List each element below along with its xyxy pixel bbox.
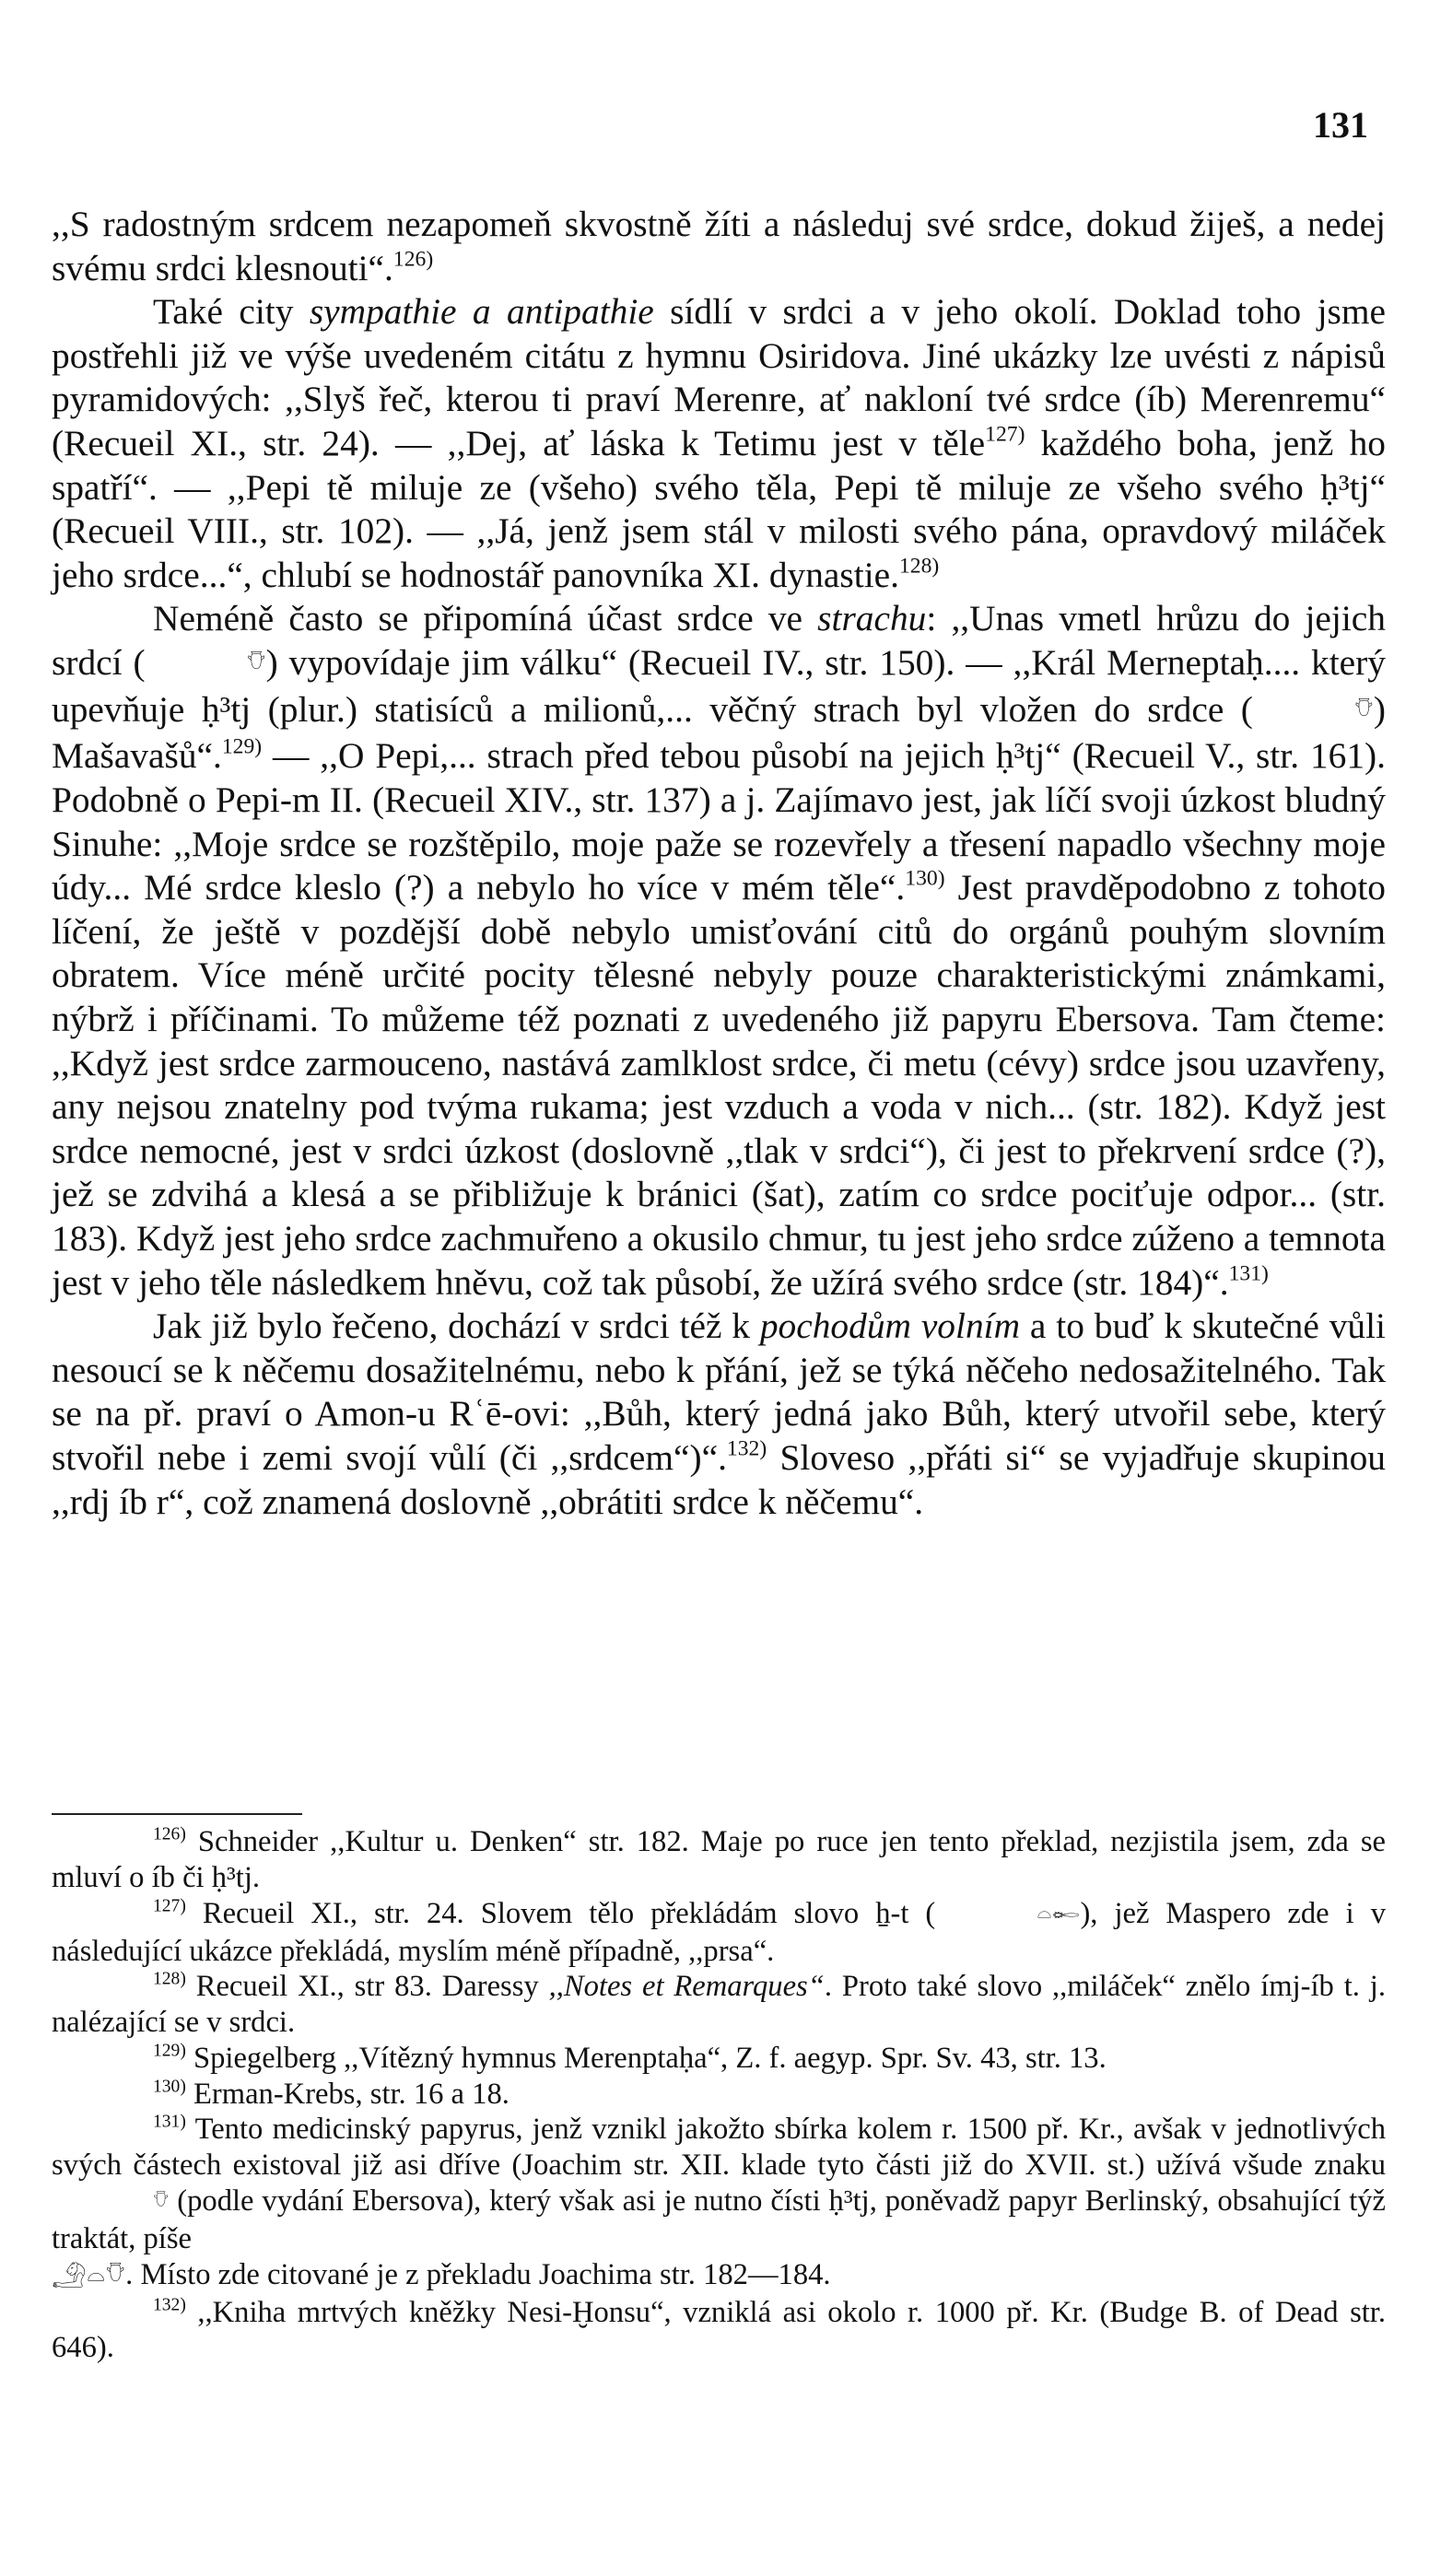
footnote-number: 128) bbox=[153, 1969, 186, 1989]
footnote-text: Schneider ,,Kultur u. Denken“ str. 182. Maje po ruce jen tento překlad, nezjistila jsem, zda se mluví o íb či ḥ³tj. bbox=[52, 1825, 1386, 1894]
footnote-126 bbox=[52, 1824, 1386, 1896]
footnote-text: Recueil XI., str. 24. Slovem tělo překládám slovo ẖ-t ( bbox=[185, 1896, 936, 1930]
footnote-131-continued bbox=[52, 2257, 1386, 2295]
heart-hieroglyph-icon: 𓄣 bbox=[1353, 695, 1374, 729]
emphasis: pochodům volním bbox=[759, 1306, 1021, 1347]
footnote-text: Recueil XI., str 83. Daressy bbox=[185, 1970, 549, 2004]
paragraph-text: ) vypovídaje jim válku“ (Recueil IV., str. 150). — ,,Král Merneptaḥ.... který upevňuje ḥ³tj (plur.) statisíců a milionů,... věčný strach byl vložen do srdce ( bbox=[52, 641, 1386, 730]
emphasis: sympathie a antipathie bbox=[309, 291, 654, 333]
footnote-ref-127: 127) bbox=[985, 422, 1025, 447]
footnote-text: Erman-Krebs, str. 16 a 18. bbox=[185, 2077, 510, 2111]
footnote-ref-131: 131) bbox=[1228, 1261, 1269, 1286]
paragraph-4 bbox=[52, 1305, 1386, 1524]
paragraph-text: ,,S radostným srdcem nezapomeň skvostně žíti a následuj své srdce, dokud žiješ, a nedej svému srdci klesnouti“. bbox=[52, 204, 1386, 288]
footnote-number: 130) bbox=[153, 2076, 186, 2096]
paragraph-text: Neméně často se připomíná účast srdce ve bbox=[153, 598, 818, 639]
paragraph-2 bbox=[52, 290, 1386, 597]
footnote-129 bbox=[52, 2041, 1386, 2077]
footnote-text: . Proto také slovo ,,miláček“ znělo ímj-íb t. j. nalézající se v srdci. bbox=[52, 1970, 1386, 2040]
page-number: 131 bbox=[1313, 104, 1368, 146]
paragraph-text: ) Mašavašů“. bbox=[52, 688, 1386, 777]
paragraph-text: a to buď k skutečné vůli nesoucí se k něčemu dosažitelnému, nebo k přání, jež se týká něčeho nedosažitelného. Tak se na př. praví o Amon-u Rʿē-ovi: ,,Bůh, který jedná jako Bůh, který utvořil sebe, který stvořil nebe i zemi svojí vůlí (či ,,srdcem“)“. bbox=[52, 1306, 1386, 1478]
footnote-ref-130: 130) bbox=[905, 866, 945, 891]
paragraph-text: Jest pravděpodobno z tohoto líčení, že ještě v pozdější době nebylo umisťování citů do orgánů pouhým slovním obratem. Více méně určité pocity tělesné nebyly pouze charakteristickými známkami, nýbrž i příčinami. To můžeme též poznati z uvedeného již papyru Ebersova. Tam čteme: ,,Když jest srdce zarmouceno, nastává zamlklost srdce, či metu (cévy) srdce jsou uzavřeny, any nejsou znatelny pod tvýma rukama; jest vzduch a voda v nich... (str. 182). Když jest srdce nemocné, jest v srdci úzkost (doslovně ,,tlak v srdci“), či jest to překrvení srdce (?), jež se zdvihá a klesá a se přibližuje k bránici (šat), zatím co srdce pociťuje odpor... (str. 183). Když jest jeho srdce zachmuřeno a okusilo chmur, tu jest jeho srdce zúženo a temnota jest v jeho těle následkem hněvu, což tak působí, že užírá svého srdce (str. 184)“. bbox=[52, 867, 1386, 1303]
paragraph-text: každého boha, jenž ho spatří“. — ,,Pepi tě miluje ze (všeho) svého těla, Pepi tě miluje ze všeho svého ḥ³tj“ (Recueil VIII., str. 102). — ,,Já, jenž jsem stál v milosti svého pána, opravdový miláček jeho srdce...“, chlubí se hodnostář panovníka XI. dynastie. bbox=[52, 422, 1386, 595]
paragraph-1 bbox=[52, 203, 1386, 290]
footnote-number: 129) bbox=[153, 2041, 186, 2061]
footnote-ref-128: 128) bbox=[898, 554, 940, 579]
emphasis: ,,Notes et Remarques“ bbox=[548, 1970, 825, 2004]
writing-hieroglyph-icon: 𓄂𓏏𓄣 bbox=[52, 2258, 126, 2294]
footnote-divider bbox=[52, 1813, 302, 1815]
footnote-number: 131) bbox=[153, 2112, 186, 2132]
footnote-text: . Místo zde citované je z překladu Joachima str. 182—184. bbox=[125, 2257, 831, 2291]
footnotes bbox=[52, 1824, 1386, 2366]
footnote-number: 126) bbox=[153, 1824, 186, 1844]
footnote-ref-129: 129) bbox=[221, 735, 263, 760]
footnote-127 bbox=[52, 1896, 1386, 1970]
footnote-130 bbox=[52, 2077, 1386, 2113]
body-hieroglyph-icon: 𓏏𓄡 bbox=[1037, 1901, 1081, 1929]
footnote-number: 132) bbox=[153, 2294, 186, 2314]
paragraph-text: Sloveso ,,přáti si“ se vyjadřuje skupinou ,,rdj íb r“, což znamená doslovně ,,obrátiti srdce k něčemu“. bbox=[52, 1436, 1386, 1522]
footnote-128 bbox=[52, 1969, 1386, 2041]
footnote-ref-126: 126) bbox=[392, 247, 434, 272]
heart-hieroglyph-icon: 𓄣 bbox=[153, 2189, 170, 2218]
footnote-131 bbox=[52, 2112, 1386, 2256]
paragraph-text: — ,,O Pepi,... strach před tebou působí na jejich ḥ³tj“ (Recueil V., str. 161). Podobně o Pepi-m II. (Recueil XIV., str. 137) a j. Zajímavo jest, jak líčí svoji úzkost bludný Sinuhe: ,,Moje srdce se rozštěpilo, moje paže se rozevřely a třesení napadlo všechny moje údy... Mé srdce kleslo (?) a nebylo ho více v mém těle“. bbox=[52, 735, 1386, 908]
footnote-number: 127) bbox=[153, 1895, 186, 1915]
paragraph-text: sídlí v srdci a v jeho okolí. Doklad toho jsme postřehli již ve výše uvedeném citátu z hymnu Osiridova. Jiné ukázky lze uvésti z nápisů pyramidových: ,,Slyš řeč, kterou ti praví Merenre, ať nakloní tvé srdce (íb) Merenremu“ (Recueil XI., str. 24). — ,,Dej, ať láska k Tetimu jest v těle bbox=[52, 291, 1386, 463]
paragraph-text: : ,,Unas vmetl hrůzu do jejich srdcí ( bbox=[52, 598, 1386, 683]
footnote-132 bbox=[52, 2295, 1386, 2367]
paragraph-text: Také city bbox=[153, 291, 310, 333]
footnote-text: Spiegelberg ,,Vítězný hymnus Merenptaḥa“, Z. f. aegyp. Spr. Sv. 43, str. 13. bbox=[185, 2041, 1107, 2075]
footnote-ref-132: 132) bbox=[726, 1436, 767, 1461]
paragraph-text: Jak již bylo řečeno, dochází v srdci též k bbox=[153, 1306, 760, 1347]
heart-hieroglyph-icon: 𓄣 bbox=[246, 649, 266, 683]
footnote-text: ), jež Maspero zde i v následující ukázce překládá, myslím méně případně, ,,prsa“. bbox=[52, 1896, 1386, 1968]
footnote-text: Tento medicinský papyrus, jenž vznikl jakožto sbírka kolem r. 1500 př. Kr., avšak v jednotlivých svých částech existoval již asi dříve (Joachim str. XII. klade tyto části již do XVII. st.) užívá všude znaku bbox=[52, 2113, 1386, 2183]
footnote-text: (podle vydání Ebersova), který však asi je nutno čísti ḥ³tj, poněvadž papyr Berlinský, obsahující týž traktát, píše bbox=[52, 2184, 1386, 2255]
emphasis: strachu bbox=[817, 598, 927, 639]
footnote-text: ,,Kniha mrtvých kněžky Nesi-Ḫonsu“, vzniklá asi okolo r. 1000 př. Kr. (Budge B. of Dead str. 646). bbox=[52, 2295, 1386, 2365]
body-text bbox=[52, 203, 1386, 1524]
paragraph-3 bbox=[52, 597, 1386, 1305]
